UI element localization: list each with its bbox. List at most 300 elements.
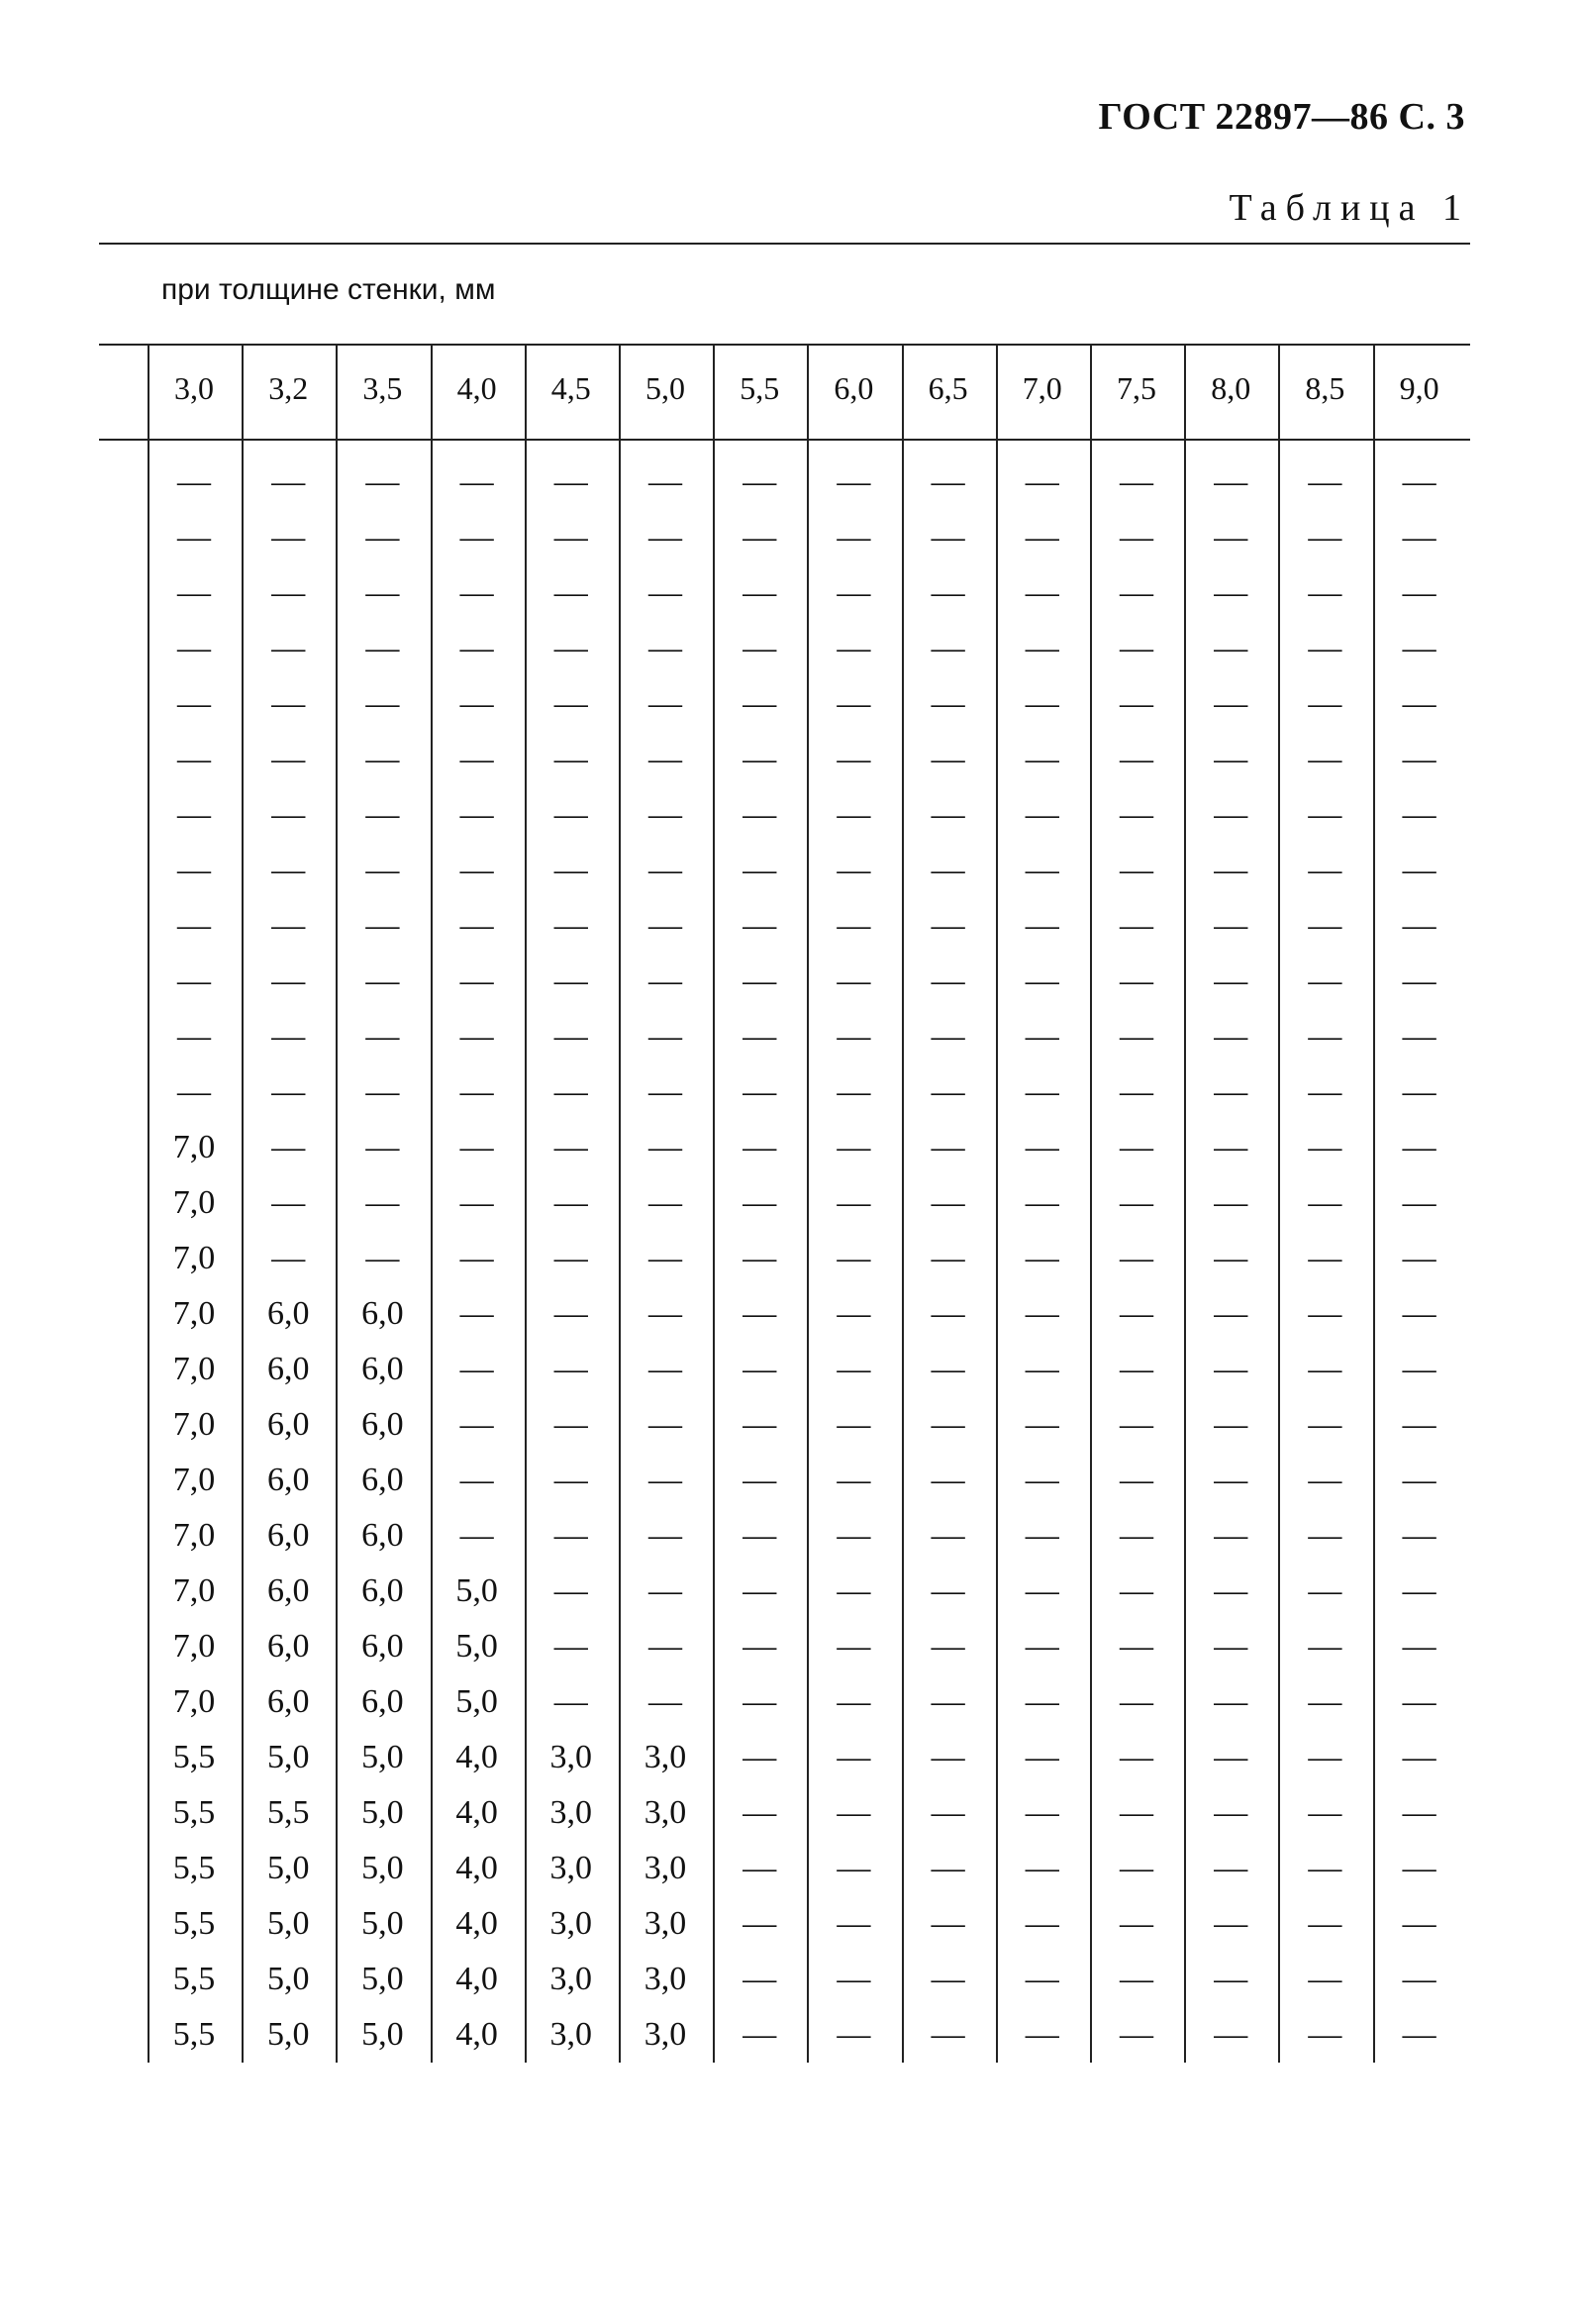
table-cell: —: [1308, 630, 1342, 666]
table-cell: —: [931, 1073, 965, 1110]
table-cell: —: [648, 1351, 682, 1387]
table-cell: —: [1214, 1129, 1248, 1165]
table-cell: 6,0: [361, 1628, 404, 1665]
table-cell: —: [1214, 630, 1248, 666]
table-cell: 6,0: [361, 1683, 404, 1720]
table-cell: —: [837, 574, 871, 611]
top-rule: [99, 243, 1470, 245]
table-cell: —: [648, 1462, 682, 1498]
table-cell: 7,0: [172, 1683, 216, 1720]
table-cell: —: [1308, 1572, 1342, 1609]
column-header: 4,0: [456, 370, 497, 406]
table-cell: —: [1308, 852, 1342, 888]
table-cell: —: [365, 1129, 400, 1165]
table-cell: —: [459, 1517, 494, 1554]
table-cell: —: [648, 1129, 682, 1165]
table-cell: —: [459, 1406, 494, 1443]
table-cell: 3,0: [549, 1739, 593, 1775]
table-cell: 5,0: [266, 2016, 310, 2053]
table-cell: —: [271, 962, 306, 999]
table-cell: —: [1402, 2016, 1436, 2053]
table-cell: —: [1025, 463, 1059, 500]
table-cell: —: [648, 1572, 682, 1609]
table-cell: —: [1120, 1129, 1153, 1165]
table-cell: —: [553, 1462, 588, 1498]
table-cell: 4,0: [455, 1905, 498, 1942]
table-cell: —: [837, 630, 871, 666]
table-cell: —: [742, 1406, 777, 1443]
table-cell: 7,0: [172, 1406, 216, 1443]
table-cell: —: [1120, 1683, 1153, 1720]
table-cell: —: [1308, 1129, 1342, 1165]
table-cell: —: [1120, 1905, 1153, 1942]
table-cell: —: [1308, 907, 1342, 944]
table-cell: —: [271, 630, 306, 666]
table-cell: —: [742, 962, 777, 999]
table-cell: —: [271, 741, 306, 777]
table-cell: —: [459, 741, 494, 777]
table-cell: —: [648, 852, 682, 888]
table-cell: —: [837, 1406, 871, 1443]
table-cell: —: [837, 1905, 871, 1942]
table-cell: —: [365, 796, 400, 833]
header-bottom-rule: [99, 439, 1470, 441]
table-cell: —: [1308, 741, 1342, 777]
table-cell: —: [648, 1406, 682, 1443]
table-cell: —: [931, 463, 965, 500]
table-cell: —: [1402, 1406, 1436, 1443]
table-cell: 5,0: [361, 1961, 404, 1997]
table-cell: —: [271, 574, 306, 611]
table-cell: 7,0: [172, 1184, 216, 1221]
table-cell: —: [1120, 574, 1153, 611]
table-cell: 6,0: [266, 1683, 310, 1720]
table-cell: —: [837, 1850, 871, 1886]
table-cell: —: [1025, 1517, 1059, 1554]
table-cell: 6,0: [266, 1295, 310, 1332]
table-cell: —: [1308, 1905, 1342, 1942]
table-cell: —: [459, 1240, 494, 1276]
table-cell: —: [1308, 1462, 1342, 1498]
table-cell: —: [365, 1018, 400, 1055]
table-cell: —: [1120, 1073, 1153, 1110]
table-cell: —: [1402, 1683, 1436, 1720]
column-header: 3,5: [362, 370, 403, 406]
table-cell: —: [271, 1129, 306, 1165]
table-cell: —: [1402, 1295, 1436, 1332]
table-cell: —: [742, 907, 777, 944]
table-cell: —: [459, 1073, 494, 1110]
table-cell: 4,0: [455, 2016, 498, 2053]
table-cell: —: [648, 463, 682, 500]
table-cell: —: [271, 685, 306, 722]
table-cell: —: [1120, 907, 1153, 944]
table-cell: —: [365, 1240, 400, 1276]
table-cell: —: [1308, 519, 1342, 556]
table-cell: —: [648, 1628, 682, 1665]
table-cell: —: [931, 796, 965, 833]
table-cell: 3,0: [643, 2016, 687, 2053]
table-cell: —: [931, 1961, 965, 1997]
table-cell: —: [553, 685, 588, 722]
table-cell: —: [1214, 1018, 1248, 1055]
table-cell: —: [1120, 1406, 1153, 1443]
table-cell: —: [1025, 1073, 1059, 1110]
table-cell: —: [931, 1351, 965, 1387]
table-cell: —: [1402, 574, 1436, 611]
table-cell: —: [1308, 1794, 1342, 1831]
table-cell: 3,0: [643, 1850, 687, 1886]
table-cell: —: [1120, 1018, 1153, 1055]
table-cell: —: [1120, 630, 1153, 666]
table-cell: —: [1025, 1905, 1059, 1942]
table-cell: —: [742, 1794, 777, 1831]
wall-thickness-table: [99, 344, 1470, 2081]
table-cell: —: [742, 574, 777, 611]
table-cell: —: [459, 1184, 494, 1221]
table-cell: 3,0: [643, 1739, 687, 1775]
table-cell: —: [553, 962, 588, 999]
table-cell: —: [177, 907, 211, 944]
table-cell: —: [742, 1517, 777, 1554]
table-cell: —: [1120, 852, 1153, 888]
table-cell: —: [1025, 1961, 1059, 1997]
table-cell: —: [1308, 463, 1342, 500]
table-cell: —: [459, 852, 494, 888]
table-cell: 6,0: [361, 1406, 404, 1443]
column-header: 5,0: [645, 370, 685, 406]
table-cell: —: [271, 852, 306, 888]
table-cell: —: [742, 685, 777, 722]
table-cell: —: [837, 1018, 871, 1055]
table-cell: —: [1025, 962, 1059, 999]
table-cell: —: [1025, 1794, 1059, 1831]
table-cell: —: [1308, 1351, 1342, 1387]
table-cell: —: [1120, 1628, 1153, 1665]
table-cell: —: [459, 796, 494, 833]
table-cell: —: [742, 1129, 777, 1165]
table-cell: —: [1214, 1683, 1248, 1720]
table-cell: —: [1402, 1628, 1436, 1665]
table-cell: —: [1214, 1295, 1248, 1332]
table-cell: —: [1120, 1850, 1153, 1886]
table-cell: 5,0: [455, 1572, 498, 1609]
table-cell: 3,0: [549, 1961, 593, 1997]
table-cell: —: [271, 1073, 306, 1110]
table-cell: —: [1120, 1184, 1153, 1221]
table-cell: 7,0: [172, 1517, 216, 1554]
table-cell: —: [1402, 962, 1436, 999]
table-cell: —: [837, 741, 871, 777]
table-cell: —: [1120, 519, 1153, 556]
column-header: 8,0: [1211, 370, 1251, 406]
table-cell: —: [1214, 2016, 1248, 2053]
table-cell: 5,5: [172, 2016, 216, 2053]
table-cell: 4,0: [455, 1850, 498, 1886]
table-cell: 5,5: [172, 1794, 216, 1831]
table-cell: —: [1025, 1462, 1059, 1498]
table-cell: —: [931, 1850, 965, 1886]
table-cell: —: [459, 1129, 494, 1165]
table-cell: —: [1402, 463, 1436, 500]
table-cell: —: [1308, 1628, 1342, 1665]
table-cell: 5,0: [361, 1794, 404, 1831]
table-cell: —: [648, 574, 682, 611]
table-cell: —: [1025, 1018, 1059, 1055]
table-cell: —: [1214, 962, 1248, 999]
table-cell: 3,0: [549, 1850, 593, 1886]
table-cell: —: [459, 1295, 494, 1332]
table-cell: —: [271, 463, 306, 500]
table-cell: —: [553, 852, 588, 888]
table-cell: —: [459, 962, 494, 999]
table-cell: —: [931, 1572, 965, 1609]
table-cell: —: [553, 1184, 588, 1221]
table-cell: —: [1402, 1850, 1436, 1886]
table-cell: —: [931, 685, 965, 722]
table-cell: —: [742, 852, 777, 888]
table-cell: —: [1120, 962, 1153, 999]
table-cell: —: [1025, 1240, 1059, 1276]
table-cell: 7,0: [172, 1572, 216, 1609]
table-cell: —: [931, 519, 965, 556]
table-cell: —: [1402, 1794, 1436, 1831]
column-header: 6,5: [928, 370, 968, 406]
table-cell: —: [931, 1406, 965, 1443]
table-cell: —: [553, 1683, 588, 1720]
table-cell: —: [1025, 630, 1059, 666]
table-cell: —: [459, 1351, 494, 1387]
table-subtitle: при толщине стенки, мм: [161, 273, 496, 306]
table-cell: —: [365, 685, 400, 722]
table-cell: —: [931, 2016, 965, 2053]
table-cell: —: [1214, 852, 1248, 888]
table-cell: —: [1402, 1462, 1436, 1498]
table-cell: —: [553, 796, 588, 833]
table-cell: —: [1120, 1351, 1153, 1387]
table-cell: —: [837, 1683, 871, 1720]
table-cell: 5,0: [361, 2016, 404, 2053]
table-cell: 6,0: [361, 1462, 404, 1498]
table-cell: —: [837, 685, 871, 722]
table-cell: —: [1308, 1683, 1342, 1720]
table-cell: —: [837, 852, 871, 888]
table-cell: —: [1402, 1073, 1436, 1110]
table-cell: —: [742, 1351, 777, 1387]
table-cell: —: [931, 1739, 965, 1775]
table-cell: —: [742, 2016, 777, 2053]
table-cell: —: [1214, 574, 1248, 611]
column-header: 5,5: [740, 370, 780, 406]
table-cell: —: [1120, 685, 1153, 722]
table-cell: —: [177, 1073, 211, 1110]
table-cell: —: [553, 741, 588, 777]
table-cell: —: [837, 1572, 871, 1609]
table-cell: —: [931, 1905, 965, 1942]
table-cell: 6,0: [266, 1517, 310, 1554]
table-cell: —: [742, 1905, 777, 1942]
table-cell: —: [1308, 1406, 1342, 1443]
table-cell: —: [1402, 1905, 1436, 1942]
table-cell: —: [1120, 1295, 1153, 1332]
table-cell: —: [931, 1295, 965, 1332]
table-cell: —: [365, 1184, 400, 1221]
table-cell: —: [1214, 1739, 1248, 1775]
table-cell: —: [1308, 685, 1342, 722]
table-cell: 5,0: [266, 1961, 310, 1997]
table-cell: —: [837, 1961, 871, 1997]
table-cell: —: [1214, 463, 1248, 500]
table-cell: —: [1025, 1406, 1059, 1443]
table-cell: —: [837, 1240, 871, 1276]
table-cell: —: [1025, 1295, 1059, 1332]
column-header: 6,0: [834, 370, 874, 406]
table-cell: —: [1120, 796, 1153, 833]
table-cell: —: [931, 574, 965, 611]
table-cell: —: [1308, 796, 1342, 833]
table-cell: —: [459, 1462, 494, 1498]
table-cell: —: [931, 1018, 965, 1055]
table-cell: —: [365, 574, 400, 611]
table-cell: —: [837, 1129, 871, 1165]
table-cell: —: [459, 907, 494, 944]
table-cell: 6,0: [266, 1628, 310, 1665]
table-cell: —: [742, 1683, 777, 1720]
table-cell: —: [837, 1295, 871, 1332]
table-cell: —: [648, 962, 682, 999]
table-cell: —: [177, 685, 211, 722]
table-cell: —: [837, 1462, 871, 1498]
table-cell: —: [553, 1018, 588, 1055]
table-cell: —: [1308, 2016, 1342, 2053]
table-cell: —: [553, 1240, 588, 1276]
table-cell: —: [1214, 685, 1248, 722]
table-cell: —: [365, 907, 400, 944]
table-cell: —: [271, 1184, 306, 1221]
table-cell: —: [365, 519, 400, 556]
table-cell: —: [1214, 1406, 1248, 1443]
table-cell: —: [459, 463, 494, 500]
table-cell: —: [742, 1628, 777, 1665]
table-cell: 3,0: [549, 1794, 593, 1831]
table-cell: —: [1308, 962, 1342, 999]
table-cell: —: [365, 630, 400, 666]
table-cell: —: [1214, 796, 1248, 833]
table-cell: 3,0: [643, 1905, 687, 1942]
table-cell: —: [931, 1683, 965, 1720]
table-cell: 6,0: [361, 1572, 404, 1609]
table-cell: —: [648, 1184, 682, 1221]
column-header: 4,5: [550, 370, 591, 406]
table-cell: —: [742, 741, 777, 777]
table-cell: —: [1402, 1572, 1436, 1609]
table-cell: —: [1214, 907, 1248, 944]
table-cell: —: [1214, 1517, 1248, 1554]
table-cell: 6,0: [361, 1517, 404, 1554]
table-cell: —: [553, 519, 588, 556]
table-cell: —: [742, 1184, 777, 1221]
table-cell: —: [553, 1628, 588, 1665]
table-cell: —: [931, 852, 965, 888]
table-cell: —: [1025, 796, 1059, 833]
table-cell: 7,0: [172, 1351, 216, 1387]
table-cell: —: [365, 463, 400, 500]
table-cell: —: [1308, 574, 1342, 611]
table-cell: —: [1025, 1739, 1059, 1775]
table-cell: —: [177, 519, 211, 556]
table-cell: —: [553, 1406, 588, 1443]
table-cell: —: [837, 519, 871, 556]
table-cell: —: [1402, 1351, 1436, 1387]
table-cell: —: [742, 796, 777, 833]
table-cell: —: [1214, 741, 1248, 777]
table-cell: —: [1025, 1683, 1059, 1720]
table-cell: —: [1214, 1184, 1248, 1221]
table-cell: —: [1025, 685, 1059, 722]
table-cell: —: [1308, 1295, 1342, 1332]
table-cell: —: [648, 1517, 682, 1554]
table-cell: —: [1308, 1517, 1342, 1554]
table-cell: —: [648, 519, 682, 556]
table-cell: —: [1120, 741, 1153, 777]
table-cell: —: [177, 852, 211, 888]
table-cell: 7,0: [172, 1628, 216, 1665]
table-cell: —: [1214, 1073, 1248, 1110]
table-cell: —: [459, 685, 494, 722]
table-cell: —: [271, 519, 306, 556]
table-cell: 5,0: [361, 1905, 404, 1942]
table-cell: —: [931, 1462, 965, 1498]
table-cell: —: [1308, 1018, 1342, 1055]
table-cell: 4,0: [455, 1961, 498, 1997]
table-cell: 6,0: [361, 1351, 404, 1387]
table-cell: —: [931, 907, 965, 944]
table-cell: —: [365, 852, 400, 888]
table-cell: 3,0: [549, 2016, 593, 2053]
table-cell: —: [177, 574, 211, 611]
table-cell: —: [365, 962, 400, 999]
table-cell: —: [1120, 1240, 1153, 1276]
table-cell: —: [1025, 1850, 1059, 1886]
table-cell: 6,0: [266, 1572, 310, 1609]
table-cell: —: [742, 519, 777, 556]
table-cell: —: [271, 796, 306, 833]
table-cell: —: [742, 1018, 777, 1055]
table-cell: —: [177, 630, 211, 666]
table-cell: —: [459, 574, 494, 611]
table-cell: —: [931, 1794, 965, 1831]
table-cell: —: [271, 1240, 306, 1276]
table-cell: —: [1402, 852, 1436, 888]
table-cell: —: [931, 962, 965, 999]
table-cell: —: [648, 630, 682, 666]
table-cell: —: [837, 962, 871, 999]
table-cell: —: [1402, 685, 1436, 722]
table-cell: —: [648, 1240, 682, 1276]
table-cell: —: [1402, 1739, 1436, 1775]
table-cell: —: [177, 741, 211, 777]
table-cell: —: [365, 741, 400, 777]
table-cell: —: [1120, 1794, 1153, 1831]
table-cell: —: [553, 463, 588, 500]
table-cell: —: [1402, 741, 1436, 777]
table-cell: 7,0: [172, 1295, 216, 1332]
table-cell: —: [837, 1073, 871, 1110]
table-cell: 5,0: [266, 1905, 310, 1942]
table-cell: —: [931, 1628, 965, 1665]
table-cell: —: [553, 1572, 588, 1609]
table-cell: —: [648, 1018, 682, 1055]
